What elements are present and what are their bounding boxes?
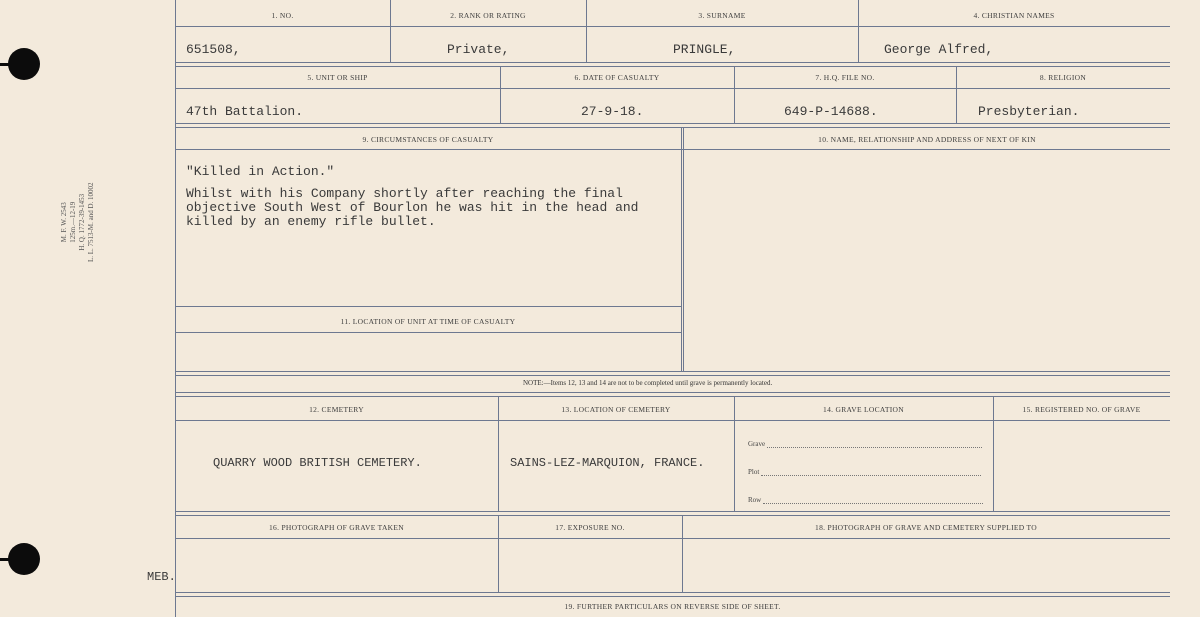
label-rank: 2. RANK OR RATING <box>450 11 526 20</box>
label-file-no: 7. H.Q. FILE NO. <box>815 73 875 82</box>
label-circumstances: 9. CIRCUMSTANCES OF CASUALTY <box>362 135 494 144</box>
side-print: M. F. W. 2543 125m.—12-19 H. Q. 1772-39-1453 L. L. 7513-M. and D. 10002 <box>60 182 95 262</box>
label-unit: 5. UNIT OR SHIP <box>307 73 368 82</box>
value-religion: Presbyterian. <box>978 104 1080 119</box>
label-photograph-supplied: 18. PHOTOGRAPH OF GRAVE AND CEMETERY SUPPLIED TO <box>815 523 1037 532</box>
circumstances-quote: "Killed in Action." <box>186 164 335 179</box>
initials: MEB. <box>147 570 176 584</box>
value-cemetery: QUARRY WOOD BRITISH CEMETERY. <box>213 456 422 470</box>
value-christian-names: George Alfred, <box>884 42 994 57</box>
label-photograph-taken: 16. PHOTOGRAPH OF GRAVE TAKEN <box>269 523 404 532</box>
grave-field-grave: Grave <box>748 440 982 448</box>
label-exposure-no: 17. EXPOSURE NO. <box>555 523 625 532</box>
value-cemetery-location: SAINS-LEZ-MARQUION, FRANCE. <box>510 456 705 470</box>
note-text: NOTE:—Items 12, 13 and 14 are not to be completed until grave is permanently located. <box>523 379 773 387</box>
footer-text: 19. FURTHER PARTICULARS ON REVERSE SIDE OF SHEET. <box>564 602 781 611</box>
circumstances-text: Whilst with his Company shortly after reaching the final objective South West of Bourlon he was hit in the head and killed by an enemy rifle bullet. <box>186 186 639 229</box>
label-location-of-unit: 11. LOCATION OF UNIT AT TIME OF CASUALTY <box>340 317 516 326</box>
label-christian-names: 4. CHRISTIAN NAMES <box>973 11 1055 20</box>
binder-hole-bottom <box>8 543 40 575</box>
grave-field-row: Row <box>748 496 983 504</box>
label-cemetery: 12. CEMETERY <box>309 405 364 414</box>
binder-hole-top <box>8 48 40 80</box>
label-surname: 3. SURNAME <box>698 11 746 20</box>
label-next-of-kin: 10. NAME, RELATIONSHIP AND ADDRESS OF NEXT OF KIN <box>818 135 1036 144</box>
value-rank: Private, <box>447 42 510 57</box>
label-cemetery-location: 13. LOCATION OF CEMETERY <box>561 405 671 414</box>
grave-field-plot: Plot <box>748 468 981 476</box>
value-no: 651508, <box>186 42 241 57</box>
label-religion: 8. RELIGION <box>1039 73 1087 82</box>
label-date: 6. DATE OF CASUALTY <box>574 73 660 82</box>
label-grave-location: 14. GRAVE LOCATION <box>823 405 904 414</box>
label-no: 1. NO. <box>271 11 294 20</box>
label-registered-no: 15. REGISTERED NO. OF GRAVE <box>1022 405 1141 414</box>
value-surname: PRINGLE, <box>673 42 736 57</box>
value-unit: 47th Battalion. <box>186 104 304 119</box>
value-date: 27-9-18. <box>581 104 644 119</box>
value-file-no: 649-P-14688. <box>784 104 878 119</box>
